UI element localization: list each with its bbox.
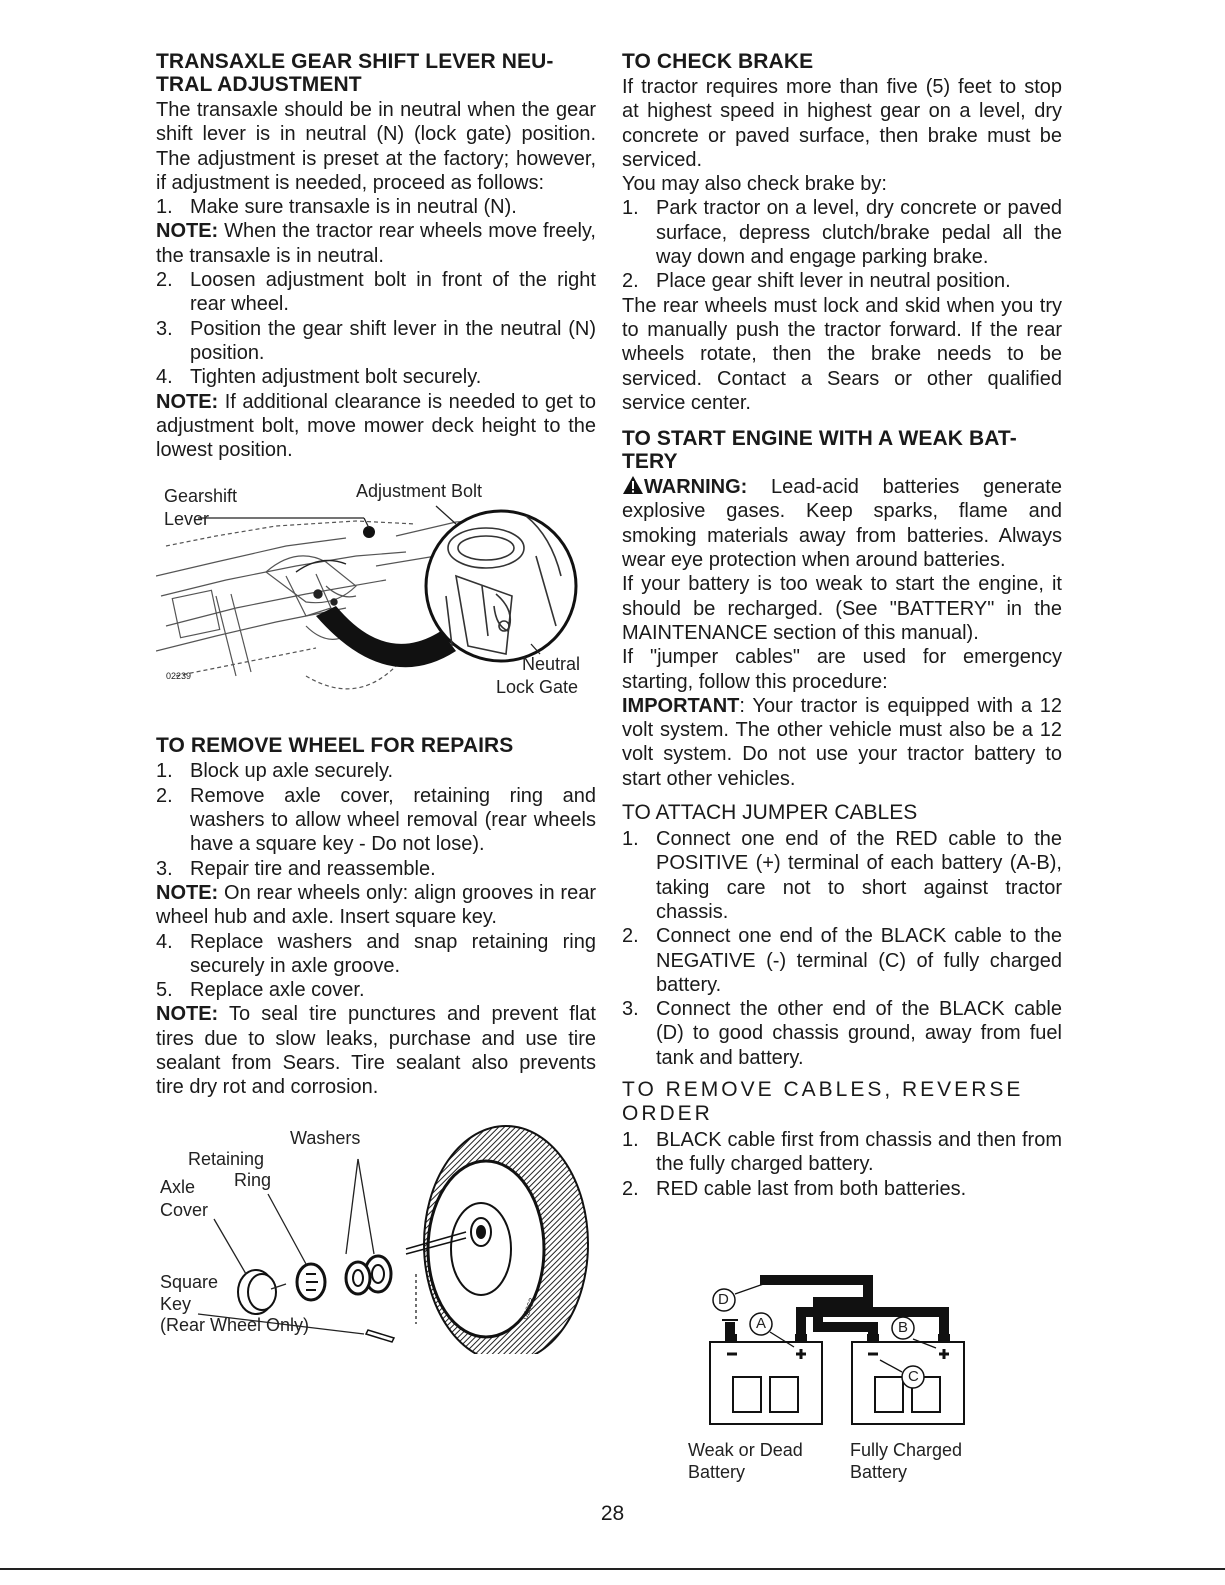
washers-label: Washers bbox=[290, 1127, 361, 1148]
note-text: When the tractor rear wheels move freely, the transaxle is in neutral. bbox=[156, 220, 596, 267]
list-item bbox=[156, 317, 596, 366]
list-text: Make sure transaxle is in neutral (N). bbox=[190, 196, 517, 219]
cover-label: Cover bbox=[160, 1199, 209, 1220]
important-label: IMPORTANT bbox=[622, 694, 740, 717]
list-number: 4. bbox=[156, 930, 173, 953]
list-text: Loosen adjustment bolt in front of the right rear wheel. bbox=[190, 269, 596, 316]
neutral-adjustment-intro: The transaxle should be in neutral when the gear shift lever is in neutral (N) (lock gate) position. The adjustment is preset at the factory; however, if adjustment is needed, proceed as follows: bbox=[156, 99, 596, 194]
adjustment-bolt-label: Adjustment Bolt bbox=[356, 481, 483, 502]
right-column bbox=[622, 50, 1062, 1201]
list-text: Connect one end of the RED cable to the POSITIVE (+) terminal of each battery (A-B), taking care not to short against tractor chassis. bbox=[656, 828, 1062, 923]
check-brake-intro: If tractor requires more than five (5) feet to stop at highest speed in highest gear on a level, dry concrete or paved surface, then brake must be serviced. bbox=[622, 76, 1062, 171]
list-text: Connect one end of the BLACK cable to the NEGATIVE (-) terminal (C) of fully charged battery. bbox=[656, 925, 1062, 996]
gearshift-illustration bbox=[156, 476, 596, 708]
list-number: 1. bbox=[622, 197, 639, 220]
rear-wheel-only-label: (Rear Wheel Only) bbox=[160, 1314, 310, 1335]
list-item bbox=[156, 857, 596, 881]
list-number: 1. bbox=[622, 828, 639, 851]
note-label: NOTE: bbox=[156, 881, 219, 904]
callout-d: D bbox=[718, 1291, 729, 1308]
warning bbox=[622, 475, 1062, 572]
jumper-cables-intro: If "jumper cables" are used for emergency starting, follow this procedure: bbox=[622, 646, 1062, 693]
list-text: Park tractor on a level, dry concrete or paved surface, depress clutch/brake pedal all the way down and engage parking brake. bbox=[656, 197, 1062, 269]
list-number: 2. bbox=[156, 784, 173, 807]
list-item bbox=[156, 759, 596, 783]
list-number: 2. bbox=[622, 1177, 639, 1200]
note-text: On rear wheels only: align grooves in rear wheel hub and axle. Insert square key. bbox=[156, 881, 596, 929]
list-item bbox=[622, 997, 1062, 1070]
important-text: : Your tractor is equipped with a 12 volt system. The other vehicle must also be a 12 volt system. Do not use your tractor battery to start other vehicles. bbox=[622, 694, 1062, 790]
list-number: 2. bbox=[622, 925, 639, 948]
jumper-cable-diagram bbox=[688, 1272, 990, 1487]
retaining-label: Retaining bbox=[188, 1148, 265, 1169]
list-item bbox=[622, 1128, 1062, 1177]
warning-label: WARNING: bbox=[644, 476, 748, 499]
list-number: 2. bbox=[156, 269, 173, 292]
list-number: 2. bbox=[622, 270, 639, 293]
section-title-remove-wheel: TO REMOVE WHEEL FOR REPAIRS bbox=[156, 734, 514, 758]
check-brake-result: The rear wheels must lock and skid when you try to manually push the tractor forward. If the rear wheels rotate, then the brake needs to be serviced. Contact a Sears or other qualified service center. bbox=[622, 294, 1062, 414]
attach-cables-title: TO ATTACH JUMPER CABLES bbox=[622, 801, 918, 825]
list-number: 5. bbox=[156, 979, 173, 1002]
important bbox=[622, 694, 1062, 791]
list-number: 1. bbox=[156, 196, 173, 219]
wheel-removal-illustration bbox=[156, 1124, 596, 1354]
note-label: NOTE: bbox=[156, 220, 219, 243]
ring-label: Ring bbox=[234, 1169, 272, 1190]
check-brake-also: You may also check brake by: bbox=[622, 173, 887, 196]
list-text: Connect the other end of the BLACK cable (D) to good chassis ground, away from fuel tank and battery. bbox=[656, 998, 1062, 1069]
list-text: Tighten adjustment bolt securely. bbox=[190, 366, 482, 389]
list-text: Place gear shift lever in neutral position. bbox=[656, 270, 1011, 293]
list-number: 3. bbox=[156, 857, 173, 880]
bottom-rule bbox=[0, 1568, 1225, 1570]
lever-label: Lever bbox=[164, 509, 210, 530]
list-item bbox=[156, 268, 596, 317]
note bbox=[156, 219, 596, 268]
note-label: NOTE: bbox=[156, 1003, 219, 1026]
section-title-weak-battery: TO START ENGINE WITH A WEAK BAT-TERY bbox=[622, 427, 1017, 474]
weak-battery-label-1: Weak or Dead bbox=[688, 1440, 803, 1460]
list-text: Replace washers and snap retaining ring securely in axle groove. bbox=[190, 930, 596, 977]
list-item bbox=[622, 924, 1062, 997]
list-item bbox=[156, 195, 596, 219]
axle-label: Axle bbox=[160, 1176, 196, 1197]
list-number: 3. bbox=[156, 317, 173, 340]
list-item bbox=[622, 1177, 1062, 1201]
weak-battery-recharge: If your battery is too weak to start the engine, it should be recharged. (See "BATTERY" in the MAINTENANCE section of this manual). bbox=[622, 573, 1062, 644]
callout-b: B bbox=[898, 1319, 909, 1336]
list-number: 1. bbox=[156, 760, 173, 783]
note bbox=[156, 881, 596, 930]
callout-c: C bbox=[908, 1368, 919, 1385]
full-battery-label-2: Battery bbox=[850, 1462, 908, 1482]
page-number: 28 bbox=[600, 1502, 625, 1525]
square-label: Square bbox=[160, 1271, 219, 1292]
note-text: To seal tire punctures and prevent flat tires due to slow leaks, purchase and use tire sealant from Sears. Tire sealant also prevents tire dry rot and corrosion. bbox=[156, 1003, 596, 1099]
list-number: 4. bbox=[156, 366, 173, 389]
list-item bbox=[156, 978, 596, 1002]
left-column bbox=[156, 50, 596, 1354]
key-label: Key bbox=[160, 1293, 192, 1314]
list-number: 1. bbox=[622, 1128, 639, 1151]
figure-code: 02239 bbox=[166, 671, 192, 682]
list-item bbox=[156, 930, 596, 979]
list-item bbox=[622, 827, 1062, 924]
lock-gate-label: Lock Gate bbox=[496, 677, 579, 698]
note-label: NOTE: bbox=[156, 390, 219, 413]
list-item bbox=[622, 269, 1062, 293]
figure-code: 02863 bbox=[520, 1296, 537, 1321]
list-text: Replace axle cover. bbox=[190, 979, 365, 1002]
full-battery-label-1: Fully Charged bbox=[850, 1440, 963, 1460]
warning-icon bbox=[622, 475, 644, 495]
list-text: Position the gear shift lever in the neutral (N) position. bbox=[190, 317, 596, 364]
list-text: BLACK cable first from chassis and then from the fully charged battery. bbox=[656, 1128, 1062, 1176]
section-title-check-brake: TO CHECK BRAKE bbox=[622, 50, 814, 73]
weak-battery-label-2: Battery bbox=[688, 1462, 746, 1482]
note bbox=[156, 1002, 596, 1099]
list-number: 3. bbox=[622, 998, 639, 1021]
list-item bbox=[622, 196, 1062, 269]
gearshift-label: Gearshift bbox=[164, 486, 238, 507]
warning-text: Lead-acid batteries generate explosive gases. Keep sparks, flame and smoking materials away from batteries. Always wear eye protection when around batteries. bbox=[622, 476, 1062, 572]
list-item bbox=[156, 365, 596, 389]
list-text: Remove axle cover, retaining ring and washers to allow wheel removal (rear wheels have a square key - Do not lose). bbox=[190, 784, 596, 856]
list-item bbox=[156, 784, 596, 857]
list-text: RED cable last from both batteries. bbox=[656, 1177, 967, 1200]
section-title-neutral-adjustment: TRANSAXLE GEAR SHIFT LEVER NEU-TRAL ADJUSTMENT bbox=[156, 50, 554, 96]
callout-a: A bbox=[756, 1315, 767, 1332]
neutral-label: Neutral bbox=[522, 654, 581, 675]
list-text: Repair tire and reassemble. bbox=[190, 857, 436, 880]
list-text: Block up axle securely. bbox=[190, 760, 394, 783]
note-text: If additional clearance is needed to get to adjustment bolt, move mower deck height to the lowest position. bbox=[156, 390, 596, 462]
remove-cables-title: TO REMOVE CABLES, REVERSE ORDER bbox=[622, 1077, 1024, 1125]
note bbox=[156, 390, 596, 463]
